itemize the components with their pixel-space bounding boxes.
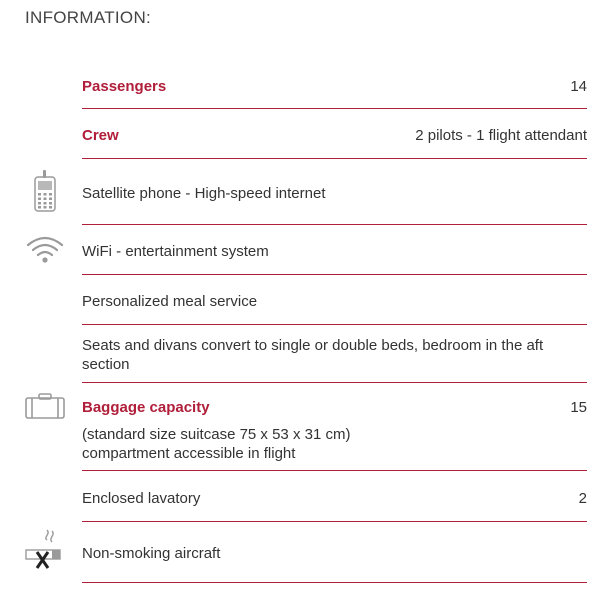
info-row-crew: [82, 109, 587, 159]
satellite-phone-label: Satellite phone - High-speed internet: [82, 185, 326, 202]
lavatory-value: 2: [578, 490, 587, 507]
info-row-baggage: [82, 383, 587, 471]
info-row-meal-service: [82, 275, 587, 325]
wifi-icon: [26, 236, 64, 264]
wifi-label: WiFi - entertainment system: [82, 243, 269, 260]
crew-label: Crew: [82, 127, 119, 144]
baggage-value: 15: [570, 399, 587, 416]
baggage-label: Baggage capacity: [82, 399, 210, 416]
lavatory-label: Enclosed lavatory: [82, 490, 201, 507]
passengers-label: Passengers: [82, 78, 167, 95]
section-title: INFORMATION:: [25, 8, 152, 27]
info-row-beds: [82, 325, 587, 383]
info-row-lavatory: [82, 471, 587, 522]
baggage-detail-access: compartment accessible in flight: [82, 445, 296, 462]
info-row-satellite-phone: [82, 159, 587, 225]
info-row-wifi: [82, 225, 587, 275]
crew-value: 2 pilots - 1 flight attendant: [415, 127, 587, 144]
suitcase-icon: [25, 393, 65, 419]
passengers-value: 14: [570, 78, 587, 95]
baggage-detail-size: (standard size suitcase 75 x 53 x 31 cm): [82, 426, 351, 443]
info-row-passengers: [82, 66, 587, 109]
non-smoking-label: Non-smoking aircraft: [82, 545, 221, 562]
meal-service-label: Personalized meal service: [82, 293, 258, 310]
satellite-phone-icon: [34, 170, 56, 212]
no-smoking-icon: [25, 528, 65, 572]
info-row-non-smoking: [82, 522, 587, 583]
beds-label: Seats and divans convert to single or double beds, bedroom in the aft section: [82, 337, 544, 373]
